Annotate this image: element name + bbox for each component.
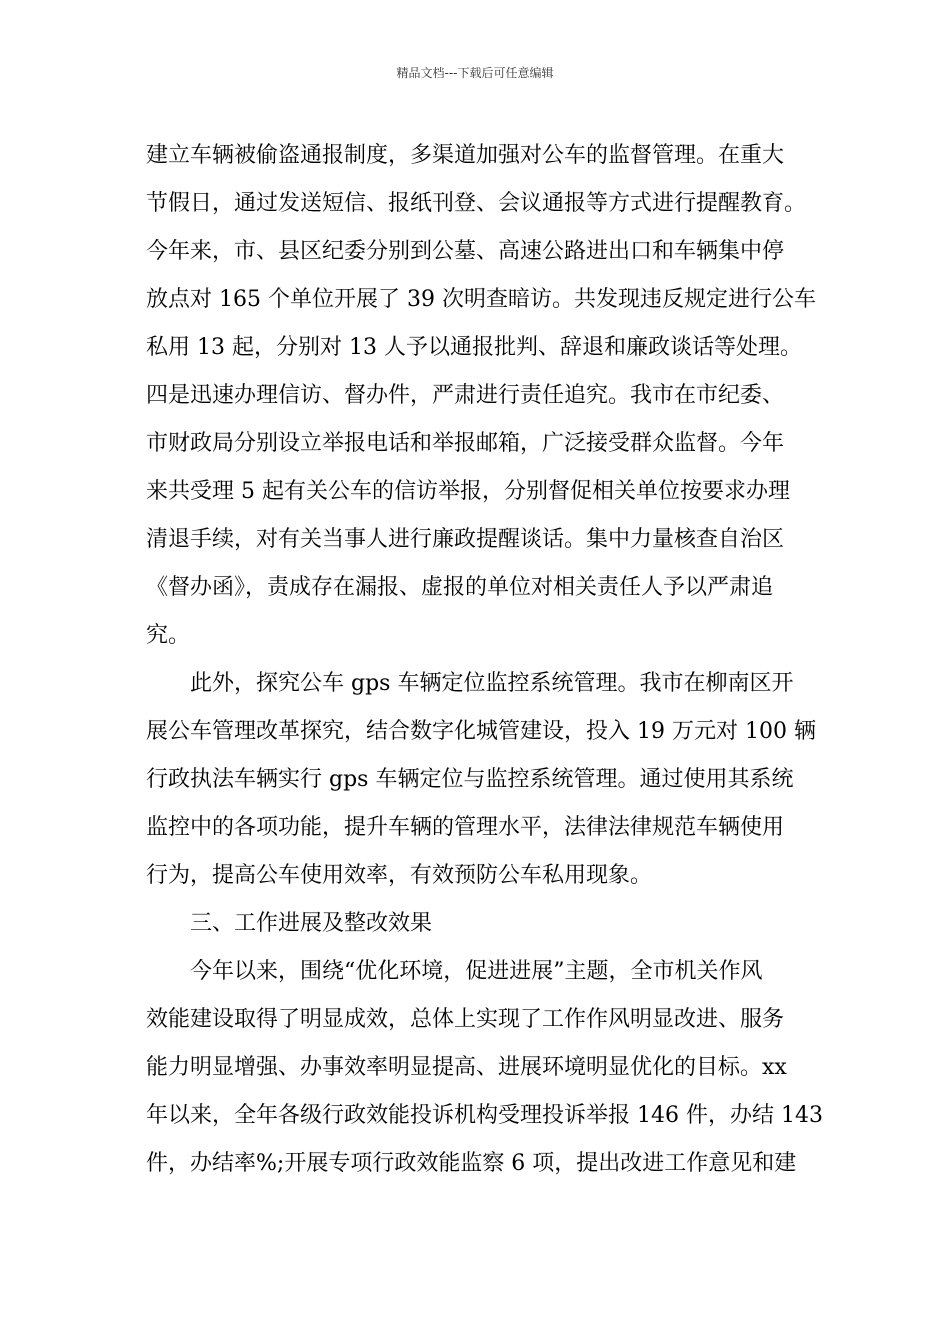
text-line: 监控中的各项功能，提升车辆的管理水平，法律法律规范车辆使用 <box>146 815 785 840</box>
text-line: 《督办函》，责成存在漏报、虚报的单位对相关责任人予以严肃追 <box>146 575 774 600</box>
text-line: 能力明显增强、办事效率明显提高、进展环境明显优化的目标。xx <box>146 1055 787 1080</box>
text-line: 清退手续，对有关当事人进行廉政提醒谈话。集中力量核查自治区 <box>146 527 785 552</box>
text-line: 市财政局分别设立举报电话和举报邮箱，广泛接受群众监督。今年 <box>146 431 785 456</box>
section-heading: 三、工作进展及整改效果 <box>190 911 433 936</box>
text-line: 展公车管理改革探究，结合数字化城管建设，投入 19 万元对 100 辆 <box>146 719 816 744</box>
text-line: 行为，提高公车使用效率，有效预防公车私用现象。 <box>146 863 653 888</box>
paragraph-start-line: 此外，探究公车 gps 车辆定位监控系统管理。我市在柳南区开 <box>190 671 794 696</box>
paragraph-start-line: 今年以来，围绕“优化环境，促进进展”主题，全市机关作风 <box>190 959 763 984</box>
text-line: 来共受理 5 起有关公车的信访举报，分别督促相关单位按要求办理 <box>146 479 790 504</box>
text-line: 建立车辆被偷盗通报制度，多渠道加强对公车的监督管理。在重大 <box>146 143 785 168</box>
page-header: 精品文档---下载后可任意编辑 <box>396 66 554 80</box>
text-line: 四是迅速办理信访、督办件，严肃进行责任追究。我市在市纪委、 <box>146 383 785 408</box>
text-line: 放点对 165 个单位开展了 39 次明查暗访。共发现违反规定进行公车 <box>146 287 816 312</box>
text-line: 件，办结率%;开展专项行政效能监察 6 项，提出改进工作意见和建 <box>146 1151 797 1176</box>
text-line: 究。 <box>146 623 191 648</box>
text-line: 节假日，通过发送短信、报纸刊登、会议通报等方式进行提醒教育。 <box>146 191 807 216</box>
text-line: 效能建设取得了明显成效，总体上实现了工作作风明显改进、服务 <box>146 1007 785 1032</box>
text-line: 年以来，全年各级行政效能投诉机构受理投诉举报 146 件，办结 143 <box>146 1103 823 1128</box>
text-line: 私用 13 起，分别对 13 人予以通报批判、辞退和廉政谈话等处理。 <box>146 335 802 360</box>
text-line: 今年来，市、县区纪委分别到公墓、高速公路进出口和车辆集中停 <box>146 239 785 264</box>
text-line: 行政执法车辆实行 gps 车辆定位与监控系统管理。通过使用其系统 <box>146 767 794 792</box>
